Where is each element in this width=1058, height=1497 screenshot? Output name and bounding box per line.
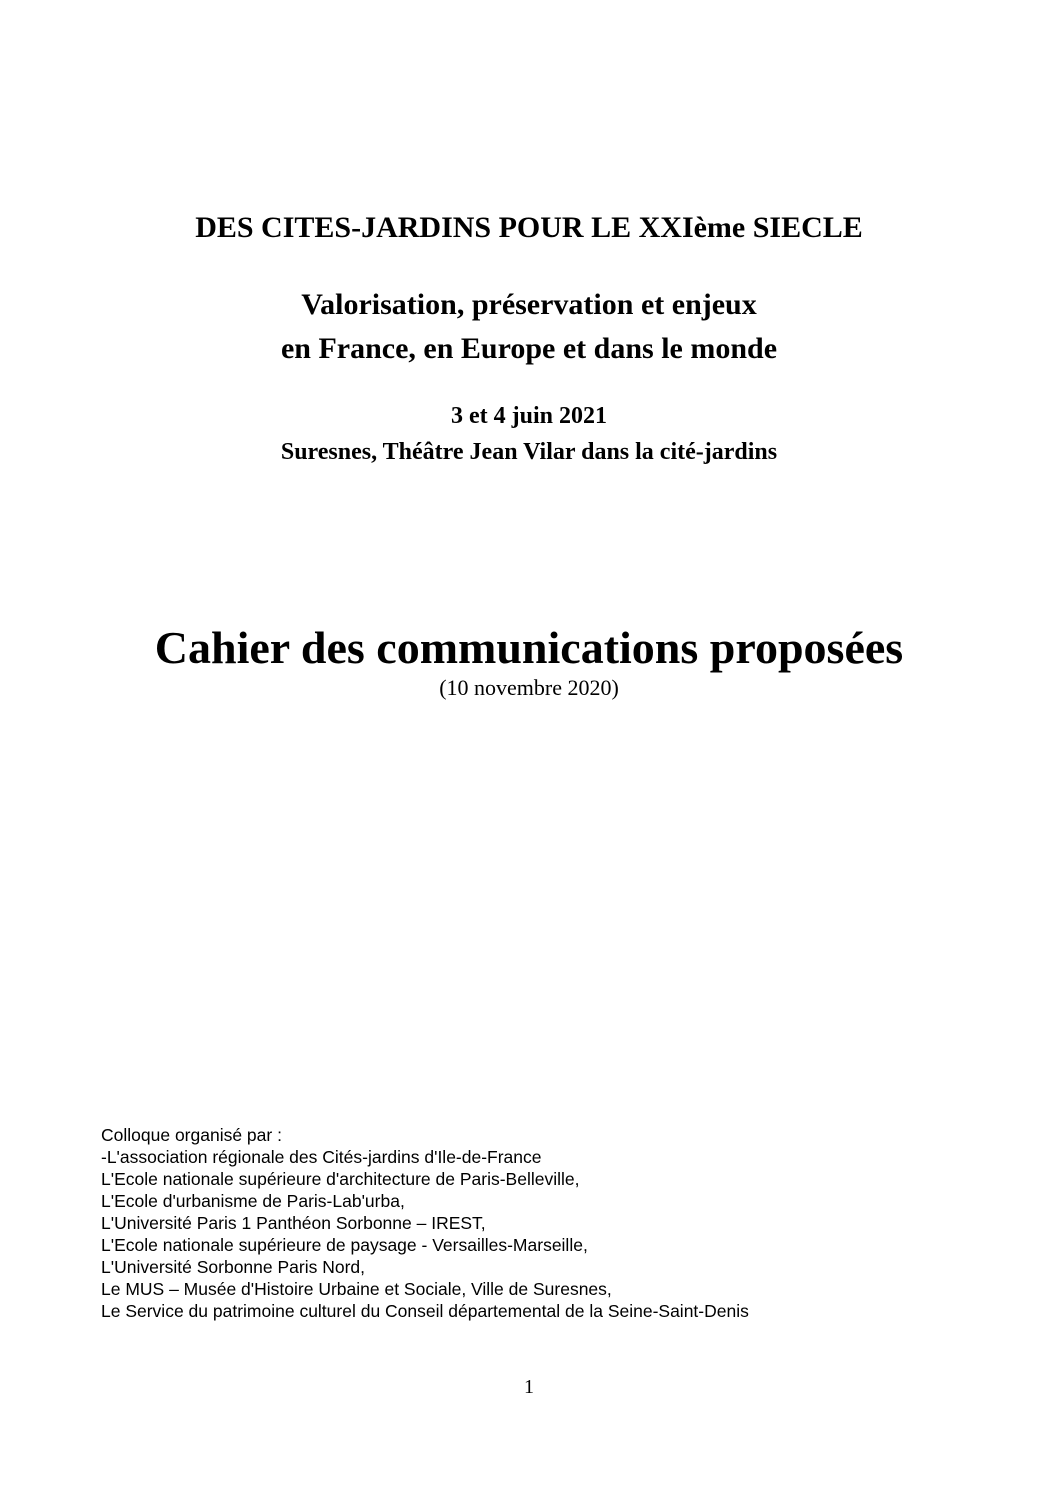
organizers-block: [101, 1124, 1001, 1322]
document-title: Cahier des communications proposées: [154, 622, 904, 673]
event-venue: Suresnes, Théâtre Jean Vilar dans la cité-jardins: [280, 439, 778, 465]
organizer-item: L'Ecole nationale supérieure d'architecture de Paris-Belleville,: [101, 1169, 580, 1189]
organizer-item: L'Ecole nationale supérieure de paysage - Versailles-Marseille,: [101, 1235, 588, 1255]
organizer-item: Le Service du patrimoine culturel du Conseil départemental de la Seine-Saint-Denis: [101, 1301, 749, 1321]
event-date: 3 et 4 juin 2021: [451, 403, 607, 429]
organizers-heading: Colloque organisé par :: [101, 1125, 282, 1145]
document-date: (10 novembre 2020): [439, 675, 619, 700]
main-title: DES CITES-JARDINS POUR LE XXIème SIECLE: [195, 211, 863, 244]
event-info: [0, 398, 1058, 470]
subtitle-line-1: Valorisation, préservation et enjeux: [301, 288, 757, 321]
subtitle-line-2: en France, en Europe et dans le monde: [280, 332, 778, 365]
organizer-item: L'Université Sorbonne Paris Nord,: [101, 1257, 366, 1277]
organizer-item: L'Université Paris 1 Panthéon Sorbonne – IREST,: [101, 1213, 486, 1233]
organizer-item: L'Ecole d'urbanisme de Paris-Lab'urba,: [101, 1191, 405, 1211]
subtitle: [0, 283, 1058, 371]
organizer-item: -L'association régionale des Cités-jardins d'Ile-de-France: [101, 1147, 542, 1167]
organizer-item: Le MUS – Musée d'Histoire Urbaine et Sociale, Ville de Suresnes,: [101, 1279, 612, 1299]
page-number: 1: [524, 1376, 534, 1398]
